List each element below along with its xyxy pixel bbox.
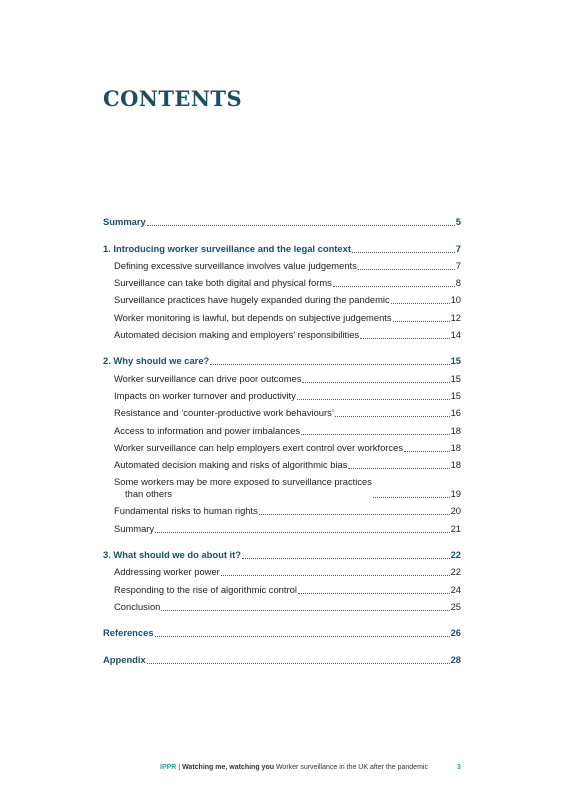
- toc-entry-label: [114, 476, 372, 500]
- toc-leader-dots: [333, 286, 455, 287]
- toc-leader-dots: [358, 269, 455, 270]
- toc-entry-label: Automated decision making and employers’ responsibilities: [114, 329, 360, 341]
- toc-page-number: 20: [450, 505, 461, 517]
- toc-entry-label: Responding to the rise of algorithmic control: [114, 583, 297, 595]
- toc-leader-dots: [393, 321, 450, 322]
- toc-entry-label: Resistance and ‘counter-productive work behaviours’: [114, 407, 334, 419]
- toc-leader-dots: [297, 399, 450, 400]
- toc-entry-label: Worker surveillance can help employers exert control over workforces: [114, 441, 404, 453]
- toc-page-number: 19: [450, 488, 461, 500]
- toc-entry-label: Surveillance practices have hugely expanded during the pandemic: [114, 294, 390, 306]
- toc-entry-label: Appendix: [103, 653, 146, 665]
- toc-leader-dots: [298, 593, 450, 594]
- toc-leader-dots: [348, 468, 449, 469]
- footer-page-number: 3: [457, 764, 461, 771]
- footer-separator: |: [178, 764, 181, 771]
- toc-leader-dots: [155, 532, 449, 533]
- toc-entry-label: Impacts on worker turnover and productivity: [114, 389, 296, 401]
- toc-page-number: 18: [450, 441, 461, 453]
- toc-entry-label: Automated decision making and risks of algorithmic bias: [114, 459, 348, 471]
- toc-page-number: 26: [450, 627, 461, 639]
- toc-leader-dots: [335, 416, 450, 417]
- toc-page-number: 8: [455, 277, 461, 289]
- toc-entry-label: Defining excessive surveillance involves value judgements: [114, 259, 357, 271]
- toc-entry[interactable]: [103, 544, 461, 561]
- toc-entry-label: Conclusion: [114, 600, 161, 612]
- toc-leader-dots: [147, 225, 455, 226]
- toc-leader-dots: [360, 338, 449, 339]
- toc-section: [103, 237, 461, 341]
- footer-report-title: Watching me, watching you: [182, 764, 274, 771]
- toc-page-number: 10: [450, 294, 461, 306]
- toc-section: [103, 350, 461, 535]
- footer-brand: IPPR: [160, 764, 177, 771]
- toc-leader-dots: [352, 252, 455, 253]
- toc-entry-label: Access to information and power imbalances: [114, 424, 301, 436]
- toc-subentry[interactable]: [103, 385, 461, 402]
- toc-page-number: 14: [450, 329, 461, 341]
- toc-subentry[interactable]: [103, 306, 461, 323]
- toc-leader-dots: [210, 364, 449, 365]
- toc-page-number: 16: [450, 407, 461, 419]
- toc-subentry[interactable]: [103, 517, 461, 534]
- toc-entry-label: 2. Why should we care?: [103, 355, 210, 367]
- toc-page-number: 7: [455, 259, 461, 271]
- toc-entry-label: 3. What should we do about it?: [103, 549, 242, 561]
- toc-page-number: 18: [450, 424, 461, 436]
- toc-subentry[interactable]: [103, 596, 461, 613]
- toc-section: [103, 648, 461, 665]
- toc-subentry[interactable]: [103, 500, 461, 517]
- toc-leader-dots: [302, 382, 449, 383]
- toc-entry[interactable]: [103, 350, 461, 367]
- toc-entry-label-line2: than others: [125, 488, 172, 500]
- toc-subentry[interactable]: [103, 419, 461, 436]
- toc-entry-label: Addressing worker power: [114, 566, 220, 578]
- toc-entry[interactable]: [103, 622, 461, 639]
- toc-subentry[interactable]: [103, 289, 461, 306]
- toc-leader-dots: [404, 451, 450, 452]
- page-title: CONTENTS: [103, 86, 243, 111]
- toc-subentry[interactable]: [103, 324, 461, 341]
- page-footer: [160, 764, 461, 771]
- table-of-contents: [103, 211, 461, 675]
- toc-leader-dots: [155, 636, 450, 637]
- toc-entry-label: 1. Introducing worker surveillance and the legal context: [103, 242, 351, 254]
- toc-subentry[interactable]: [103, 471, 461, 500]
- toc-subentry[interactable]: [103, 367, 461, 384]
- toc-subentry[interactable]: [103, 437, 461, 454]
- toc-page-number: 15: [450, 355, 461, 367]
- toc-entry-label: References: [103, 627, 154, 639]
- toc-subentry[interactable]: [103, 402, 461, 419]
- toc-page-number: 7: [455, 242, 461, 254]
- toc-subentry[interactable]: [103, 255, 461, 272]
- toc-page-number: 15: [450, 389, 461, 401]
- toc-entry-label: Surveillance can take both digital and physical forms: [114, 277, 332, 289]
- toc-leader-dots: [242, 558, 450, 559]
- toc-leader-dots: [373, 497, 450, 498]
- toc-page-number: 22: [450, 566, 461, 578]
- toc-section: [103, 622, 461, 639]
- toc-leader-dots: [161, 610, 449, 611]
- toc-subentry[interactable]: [103, 578, 461, 595]
- toc-entry[interactable]: [103, 237, 461, 254]
- toc-section: [103, 211, 461, 228]
- toc-entry-label: Fundamental risks to human rights: [114, 505, 258, 517]
- toc-page-number: 18: [450, 459, 461, 471]
- toc-page-number: 25: [450, 600, 461, 612]
- toc-subentry[interactable]: [103, 272, 461, 289]
- toc-subentry[interactable]: [103, 561, 461, 578]
- toc-page-number: 12: [450, 311, 461, 323]
- toc-page-number: 15: [450, 372, 461, 384]
- toc-leader-dots: [391, 303, 450, 304]
- toc-entry-label: Summary: [114, 522, 155, 534]
- toc-entry-label: Summary: [103, 216, 146, 228]
- toc-leader-dots: [259, 514, 450, 515]
- toc-leader-dots: [221, 575, 450, 576]
- toc-entry-label-line1: Some workers may be more exposed to surveillance practices: [114, 476, 372, 488]
- toc-page-number: 24: [450, 583, 461, 595]
- toc-entry-label: Worker monitoring is lawful, but depends on subjective judgements: [114, 311, 392, 323]
- toc-entry-label: Worker surveillance can drive poor outcomes: [114, 372, 302, 384]
- toc-entry[interactable]: [103, 211, 461, 228]
- toc-page-number: 5: [455, 216, 461, 228]
- toc-entry[interactable]: [103, 648, 461, 665]
- toc-leader-dots: [301, 434, 450, 435]
- toc-page-number: 28: [450, 653, 461, 665]
- toc-page-number: 22: [450, 549, 461, 561]
- toc-subentry[interactable]: [103, 454, 461, 471]
- toc-section: [103, 544, 461, 613]
- toc-leader-dots: [147, 663, 450, 664]
- toc-page-number: 21: [450, 522, 461, 534]
- footer-subtitle: Worker surveillance in the UK after the pandemic: [275, 764, 428, 771]
